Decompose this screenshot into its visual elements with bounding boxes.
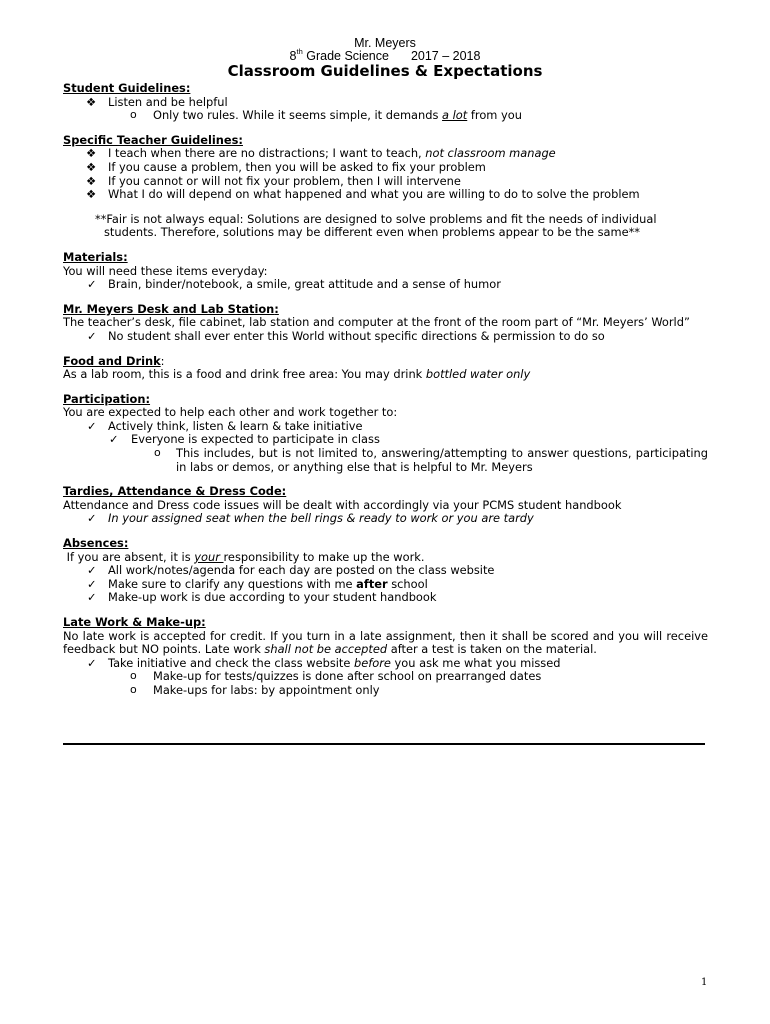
section-heading-desk: Mr. Meyers Desk and Lab Station: bbox=[63, 301, 279, 316]
list-item: ❖ I teach when there are no distractions; I want to teach, not classroom manage bbox=[86, 146, 556, 161]
list-item: ❖ If you cause a problem, then you will be asked to fix your problem bbox=[86, 159, 486, 174]
circle-bullet-icon: o bbox=[130, 682, 137, 696]
list-item: o This includes, but is not limited to, answering/attempting to answer questions, participating in labs or demos, or anything else that is helpful to Mr. Meyers bbox=[154, 446, 708, 474]
diamond-bullet-icon: ❖ bbox=[86, 187, 97, 202]
section-heading-late-work: Late Work & Make-up: bbox=[63, 615, 206, 629]
course-name: Grade Science bbox=[302, 49, 389, 63]
list-item: o Make-up for tests/quizzes is done after school on prearranged dates bbox=[130, 669, 542, 684]
list-item: ✓ Take initiative and check the class website before you ask me what you missed bbox=[87, 655, 561, 670]
paragraph: The teacher’s desk, file cabinet, lab station and computer at the front of the room part of “Mr. Meyers’ World” bbox=[63, 315, 690, 330]
grade-suffix: th bbox=[296, 47, 303, 56]
school-year: 2017 – 2018 bbox=[410, 49, 481, 63]
list-item: ✓ No student shall ever enter this World without specific directions & permission to do so bbox=[87, 328, 605, 343]
check-bullet-icon: ✓ bbox=[87, 576, 97, 591]
section-heading-absences: Absences: bbox=[63, 536, 129, 551]
list-item: ✓ Brain, binder/notebook, a smile, great attitude and a sense of humor bbox=[87, 277, 501, 292]
paragraph: If you are absent, it is your responsibility to make up the work. bbox=[63, 549, 425, 564]
diamond-bullet-icon: ❖ bbox=[86, 173, 97, 188]
list-item: o Make-ups for labs: by appointment only bbox=[130, 682, 380, 697]
paragraph: Attendance and Dress code issues will be dealt with accordingly via your PCMS student handbook bbox=[63, 497, 622, 512]
list-item: ✓ Make-up work is due according to your student handbook bbox=[87, 590, 437, 605]
diamond-bullet-icon: ❖ bbox=[86, 94, 97, 109]
check-bullet-icon: ✓ bbox=[87, 590, 97, 605]
section-heading-participation: Participation: bbox=[63, 391, 151, 406]
teacher-name: Mr. Meyers bbox=[354, 36, 416, 50]
paragraph: As a lab room, this is a food and drink free area: You may drink bottled water only bbox=[63, 367, 531, 382]
list-item: ✓ In your assigned seat when the bell rings & ready to work or you are tardy bbox=[87, 511, 534, 526]
list-item: ✓ Actively think, listen & learn & take initiative bbox=[87, 418, 363, 433]
circle-bullet-icon: o bbox=[154, 446, 161, 460]
section-heading-student-guidelines: Student Guidelines: bbox=[63, 81, 191, 95]
list-item: ❖ What I do will depend on what happened and what you are willing to do to solve the problem bbox=[86, 187, 640, 202]
section-heading-food: Food and Drink: bbox=[63, 353, 165, 368]
check-bullet-icon: ✓ bbox=[87, 511, 97, 526]
list-item: ❖ If you cannot or will not fix your problem, then I will intervene bbox=[86, 173, 461, 188]
paragraph: You will need these items everyday: bbox=[63, 263, 268, 278]
diamond-bullet-icon: ❖ bbox=[86, 146, 97, 161]
section-heading-materials: Materials: bbox=[63, 249, 128, 264]
check-bullet-icon: ✓ bbox=[87, 328, 97, 343]
page-title: Classroom Guidelines & Expectations bbox=[227, 62, 543, 80]
list-item: ✓ All work/notes/agenda for each day are posted on the class website bbox=[87, 563, 495, 578]
section-heading-tardies: Tardies, Attendance & Dress Code: bbox=[63, 484, 287, 499]
check-bullet-icon: ✓ bbox=[87, 655, 97, 670]
section-heading-teacher-guidelines: Specific Teacher Guidelines: bbox=[63, 132, 243, 147]
check-bullet-icon: ✓ bbox=[87, 563, 97, 578]
paragraph: You are expected to help each other and work together to: bbox=[63, 405, 398, 420]
list-item: ✓ Make sure to clarify any questions with me after school bbox=[87, 576, 428, 591]
horizontal-rule bbox=[63, 743, 705, 745]
check-bullet-icon: ✓ bbox=[87, 277, 97, 292]
paragraph: No late work is accepted for credit. If you turn in a late assignment, then it shall be scored and you will receive feedback but NO points. Late work shall not be accepted after a test is taken on the material. bbox=[63, 628, 708, 657]
check-bullet-icon: ✓ bbox=[87, 418, 97, 433]
list-item: ❖ Listen and be helpful bbox=[86, 94, 228, 109]
diamond-bullet-icon: ❖ bbox=[86, 159, 97, 174]
fairness-note: **Fair is not always equal: Solutions are designed to solve problems and fit the needs of individual students. Therefore, solutions may be different even when problems appear to be the same** bbox=[95, 211, 657, 240]
circle-bullet-icon: o bbox=[130, 108, 137, 122]
circle-bullet-icon: o bbox=[130, 669, 137, 683]
check-bullet-icon: ✓ bbox=[109, 432, 119, 447]
document-body bbox=[63, 82, 708, 698]
list-item: o Only two rules. While it seems simple, it demands a lot from you bbox=[130, 108, 522, 123]
page-number: 1 bbox=[701, 977, 708, 988]
list-item: ✓ Everyone is expected to participate in class bbox=[109, 432, 380, 447]
grade-number: 8 bbox=[289, 49, 297, 63]
